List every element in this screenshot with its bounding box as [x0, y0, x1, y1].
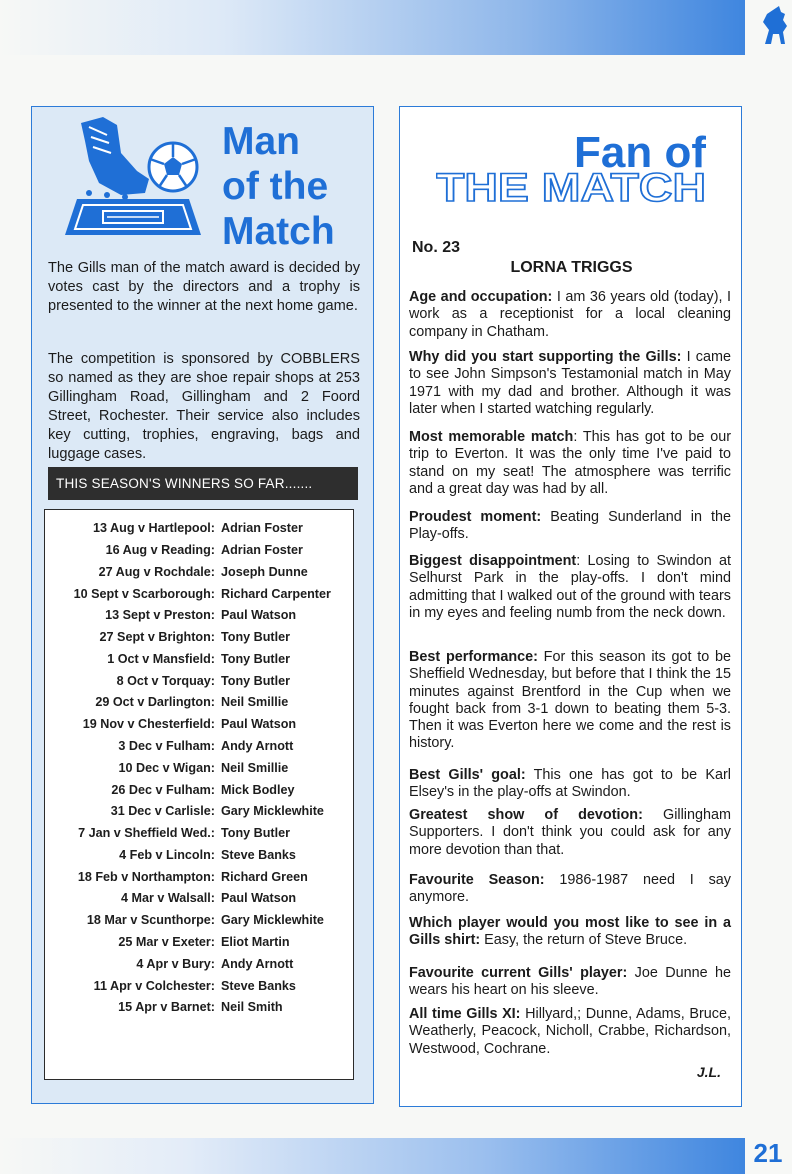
qa-question: Favourite Season: — [409, 872, 545, 888]
qa-answer: : Losing to Swindon at Selhurst Park in the play-offs. I don't mind admitting that I walked out of the ground with tears in my eyes and feeling numb from the neck down. — [409, 553, 731, 621]
qa-item — [409, 349, 731, 418]
winner-player: Neil Smith — [221, 1000, 283, 1014]
man-of-the-match-panel — [31, 106, 374, 1104]
winner-row — [45, 823, 355, 843]
winner-player: Tony Butler — [221, 630, 291, 644]
winner-row — [45, 997, 355, 1017]
qa-question: All time Gills XI: — [409, 1006, 521, 1022]
winner-player: Neil Smillie — [221, 695, 289, 709]
qa-answer: Beating Sunderland in the Play-offs. — [409, 509, 731, 543]
winner-match: 4 Feb v Lincoln: — [119, 848, 215, 862]
qa-item — [409, 289, 731, 341]
winner-player: Adrian Foster — [221, 521, 303, 535]
fan-name: LORNA TRIGGS — [510, 259, 633, 276]
fan-of-the-match-logo — [436, 125, 706, 207]
winner-player: Eliot Martin — [221, 935, 290, 949]
winner-match: 3 Dec v Fulham: — [118, 739, 215, 753]
winner-row — [45, 932, 355, 952]
qa-answer: Gillingham Supporters. I don't think you could ask for any more devotion than that. — [409, 807, 732, 858]
bottom-color-band — [0, 1138, 745, 1174]
issue-number: No. 23 — [412, 239, 461, 256]
winner-row — [45, 758, 355, 778]
qa-item — [409, 553, 731, 622]
qa-item — [409, 965, 731, 1000]
qa-question: Biggest disappointment — [409, 553, 577, 569]
qa-answer: For this season its got to be Sheffield Wednesday, but before that I think the 15 minutes against Brentford in the Cup when we fought back from 3-1 down to beating them 5-3. Then it was Everton here we come and the rest is history. — [409, 649, 732, 752]
winner-match: 16 Aug v Reading: — [105, 543, 215, 557]
top-color-band — [0, 0, 745, 55]
qa-answer: This one has got to be Karl Elsey's in the play-offs at Swindon. — [409, 767, 731, 801]
motm-intro-paragraph: The Gills man of the match award is decided by votes cast by the directors and a trophy is presented to the winner at the next home game. — [48, 260, 360, 314]
winner-player: Gary Micklewhite — [221, 913, 324, 927]
qa-item — [409, 429, 731, 498]
winner-row — [45, 714, 355, 734]
qa-question: Best performance: — [409, 649, 538, 665]
qa-question: Most memorable match — [409, 429, 574, 445]
winner-match: 15 Apr v Barnet: — [118, 1000, 215, 1014]
winner-player: Mick Bodley — [221, 783, 295, 797]
winner-match: 8 Oct v Torquay: — [116, 674, 215, 688]
horse-emblem-icon — [757, 4, 791, 52]
winner-match: 10 Dec v Wigan: — [118, 761, 215, 775]
qa-answer: I am 36 years old (today), I work as a receptionist for a local cleaning company in Chatham. — [409, 289, 732, 340]
qa-item — [409, 872, 731, 907]
winner-player: Neil Smillie — [221, 761, 289, 775]
qa-item — [409, 807, 731, 859]
winner-match: 19 Nov v Chesterfield: — [82, 717, 215, 731]
winner-player: Steve Banks — [221, 979, 296, 993]
qa-item — [409, 1006, 731, 1058]
winner-match: 13 Sept v Preston: — [105, 608, 215, 622]
winner-row — [45, 605, 355, 625]
winner-row — [45, 540, 355, 560]
winner-player: Joseph Dunne — [221, 565, 308, 579]
qa-answer: 1986-1987 need I say anymore. — [409, 872, 731, 906]
winner-match: 18 Mar v Scunthorpe: — [86, 913, 215, 927]
winner-row — [45, 518, 355, 538]
qa-answer: I came to see John Simpson's Testamonial match in May 1971 with my dad and brother. Although it was later when I started watching regularly. — [409, 349, 731, 417]
winner-match: 4 Mar v Walsall: — [120, 891, 215, 905]
winner-match: 10 Sept v Scarborough: — [73, 587, 215, 601]
winner-match: 1 Oct v Mansfield: — [107, 652, 215, 666]
qa-question: Proudest moment: — [409, 509, 542, 525]
page-number: 21 — [753, 1137, 783, 1168]
winner-player: Richard Green — [221, 870, 308, 884]
qa-item — [409, 915, 731, 950]
qa-question: Which player would you most like to see in a Gills shirt: — [409, 915, 731, 949]
winner-match: 25 Mar v Exeter: — [118, 935, 215, 949]
winner-row — [45, 671, 355, 691]
qa-answer: Easy, the return of Steve Bruce. — [480, 932, 688, 949]
winner-player: Gary Micklewhite — [221, 804, 324, 818]
qa-item — [409, 509, 731, 544]
qa-question: Best Gills' goal: — [409, 767, 526, 783]
winner-row — [45, 801, 355, 821]
winner-player: Adrian Foster — [221, 543, 303, 557]
qa-question: Greatest show of devotion: — [409, 807, 643, 823]
qa-question: Age and occupation: — [409, 289, 553, 305]
winner-player: Steve Banks — [221, 848, 296, 862]
qa-answer: Joe Dunne he wears his heart on his sleeve. — [409, 965, 731, 999]
winner-player: Paul Watson — [221, 717, 297, 731]
motm-heading-line: Match — [222, 210, 335, 253]
winner-row — [45, 584, 355, 604]
fan-of-the-match-panel — [399, 106, 742, 1107]
author-signature: J.L. — [696, 1064, 721, 1080]
winner-row — [45, 888, 355, 908]
winner-match: 4 Apr v Bury: — [136, 957, 215, 971]
winner-row — [45, 845, 355, 865]
winner-player: Tony Butler — [221, 652, 291, 666]
winners-banner: THIS SEASON'S WINNERS SO FAR....... — [48, 467, 358, 500]
qa-question: Why did you start supporting the Gills: — [409, 349, 682, 365]
motm-heading-line: of the — [222, 165, 329, 208]
winner-player: Andy Arnott — [221, 957, 294, 971]
winner-row — [45, 910, 355, 930]
winners-list — [44, 509, 354, 1080]
winner-match: 27 Sept v Brighton: — [99, 630, 215, 644]
winner-row — [45, 780, 355, 800]
boot-and-football-trophy-icon — [59, 113, 207, 243]
motm-heading — [222, 119, 372, 254]
winner-match: 11 Apr v Colchester: — [93, 979, 215, 993]
qa-answer: Hillyard,; Dunne, Adams, Bruce, Weatherly, Peacock, Nicholl, Crabbe, Richardson, Westwood, Cochrane. — [409, 1006, 731, 1057]
fotm-title-line1: Fan of — [574, 128, 706, 177]
winner-row — [45, 562, 355, 582]
winner-match: 18 Feb v Northampton: — [77, 870, 215, 884]
winner-row — [45, 627, 355, 647]
winner-match: 27 Aug v Rochdale: — [98, 565, 215, 579]
winner-row — [45, 692, 355, 712]
winner-player: Paul Watson — [221, 891, 297, 905]
motm-heading-line: Man — [222, 120, 300, 163]
fotm-title-line2: THE MATCH — [436, 166, 706, 207]
qa-answer: : This has got to be our trip to Everton. It was the only time I've paid to stand on my seat! The atmosphere was terrific and a great day was had by all. — [409, 429, 731, 497]
sponsor-paragraph: The competition is sponsored by COBBLERS so named as they are shoe repair shops at 253 Gillingham Road, Gillingham and 2 Foord Street, Rochester. Their service also includes key cutting, trophies, engraving, bags and luggage cases. — [48, 351, 360, 462]
winner-player: Tony Butler — [221, 674, 291, 688]
winner-row — [45, 867, 355, 887]
winner-row — [45, 954, 355, 974]
winner-player: Andy Arnott — [221, 739, 294, 753]
qa-item — [409, 767, 731, 802]
winner-row — [45, 736, 355, 756]
winner-row — [45, 649, 355, 669]
winner-match: 29 Oct v Darlington: — [95, 695, 215, 709]
winner-match: 7 Jan v Sheffield Wed.: — [78, 826, 215, 840]
winner-match: 31 Dec v Carlisle: — [110, 804, 215, 818]
winner-match: 13 Aug v Hartlepool: — [93, 521, 215, 535]
winner-player: Tony Butler — [221, 826, 291, 840]
winner-player: Richard Carpenter — [221, 587, 331, 601]
winner-row — [45, 976, 355, 996]
qa-item — [409, 649, 731, 753]
qa-question: Favourite current Gills' player: — [409, 965, 628, 981]
winner-match: 26 Dec v Fulham: — [111, 783, 215, 797]
winner-player: Paul Watson — [221, 608, 297, 622]
